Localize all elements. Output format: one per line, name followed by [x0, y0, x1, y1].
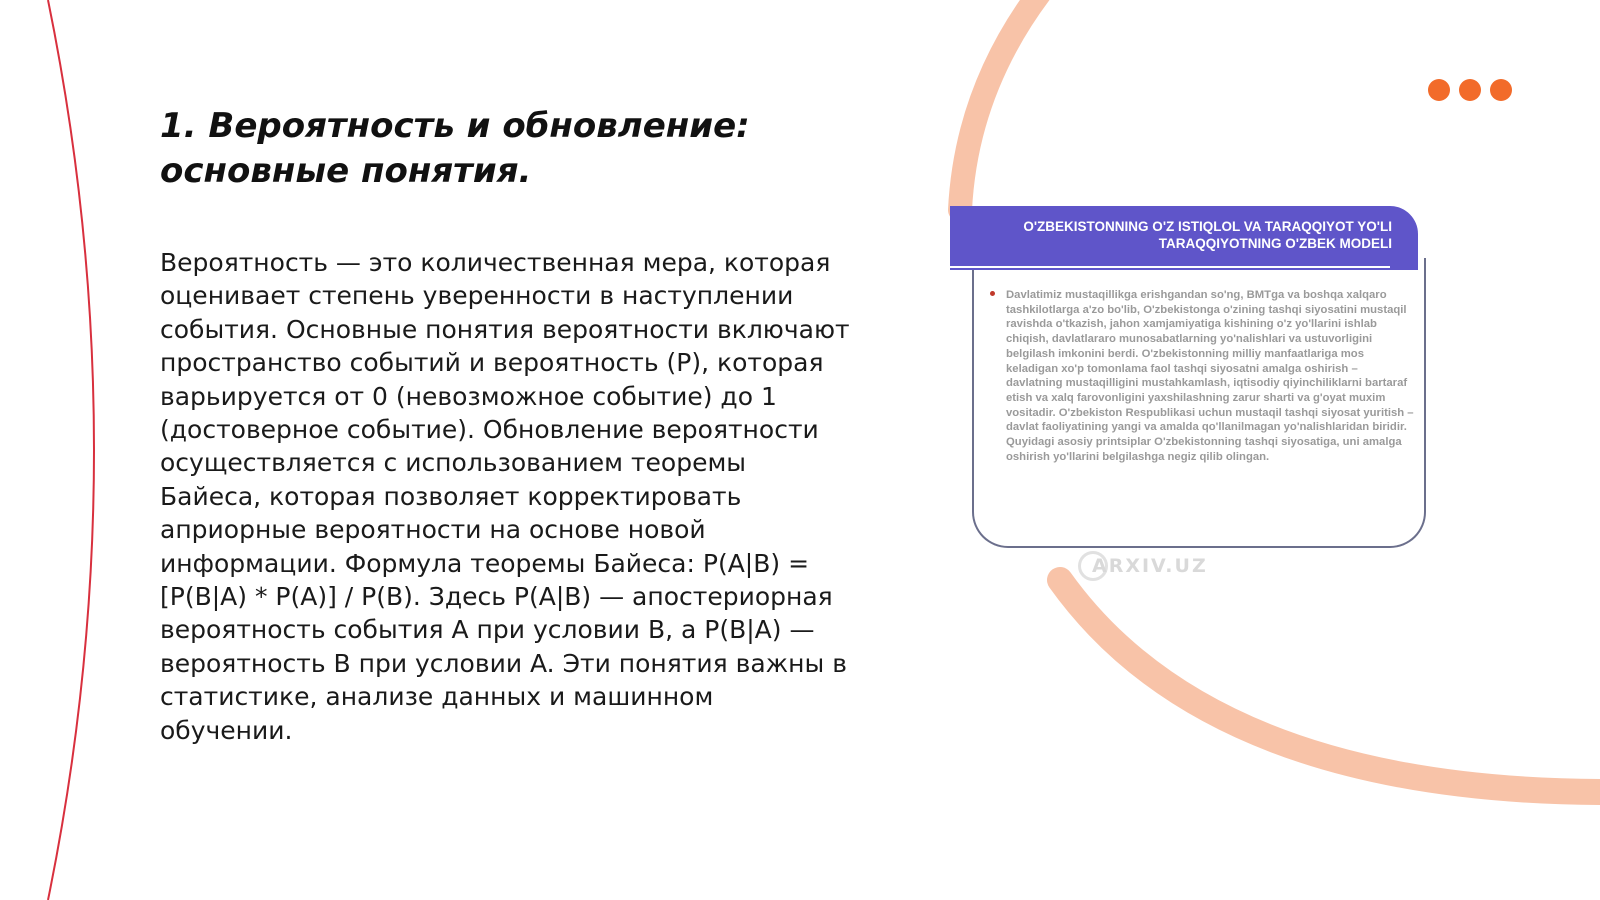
orange-arc-bottom — [1060, 580, 1600, 792]
banner-line-2: TARAQQIYOTNING O'ZBEK MODELI — [1158, 236, 1392, 251]
watermark-text: ARXIV.UZ — [1092, 555, 1208, 577]
dots-decoration — [1428, 79, 1512, 101]
banner-line-1: O'ZBEKISTONNING O'Z ISTIQLOL VA TARAQQIYOT YO'LI — [1023, 219, 1392, 234]
slide-title: 1. Вероятность и обновление: основные понятия. — [160, 106, 750, 191]
slide-body-text: Вероятность — это количественная мера, которая оценивает степень уверенности в наступлении события. Основные понятия вероятности включают пространство событий и вероятность (P), которая варьируется от 0 (невозможное событие) до 1 (достоверное событие). Обновление вероятности осуществляется с использованием теоремы Байеса, которая позволяет корректировать априорные вероятности на основе новой информации. Формула теоремы Байеса: P(A|B) = [P(B|A) * P(A)] / P(B). Здесь P(A|B) — апостериорная вероятность события A при условии B, а P(B|A) — вероятность B при условии A. Эти понятия важны в статистике, анализе данных и машинном обучении. — [160, 248, 850, 745]
document-paragraph: Davlatimiz mustaqillikga erishgandan so'ng, BMTga va boshqa xalqaro tashkilotlarga a'zo bo'lib, O'zbekistonga o'zining tashqi siyosatini mustaqil ravishda o'tkazish, jahon xamjamiyatiga kishining o'z yo'llarini ishlab chiqish, davlatlararo munosabatlarning yo'nalishlari va ustuvorligini belgilash imkonini berdi. O'zbekistonning milliy manfaatlariga mos keladigan xo'p tomonlama faol tashqi siyosatni amalga oshirish – davlatning mustaqilligini mustahkamlash, iqtisodiy qiyinchiliklarni bartaraf etish va xalq farovonligini yaxshilashning zarur sharti va g'oyat muxim vositadir. O'zbekiston Respublikasi uchun mustaqil tashqi siyosat yuritish – davlat faoliyatining yangi va amalda qo'llanilmagan yo'nalishlaridan biridir. Quyidagi asosiy printsiplar O'zbekistonning tashqi siyosatiga, uni amalga oshirish yo'llarini belgilashga negiz qilib olingan. — [1006, 289, 1414, 463]
bullet-icon — [990, 291, 995, 296]
dot-icon — [1428, 79, 1450, 101]
dot-icon — [1490, 79, 1512, 101]
orange-arc-top — [960, 0, 1042, 210]
left-edge-curve — [48, 0, 94, 900]
dot-icon — [1459, 79, 1481, 101]
document-banner — [950, 206, 1418, 270]
watermark — [1078, 549, 1208, 583]
banner-underline — [950, 266, 1390, 268]
